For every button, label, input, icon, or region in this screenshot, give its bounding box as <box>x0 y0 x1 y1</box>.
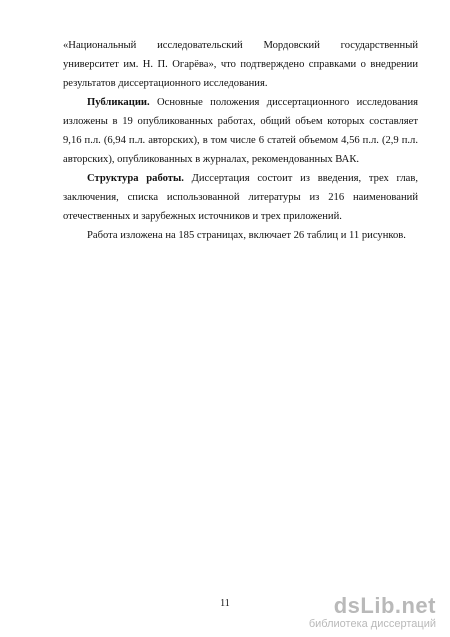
paragraph-text: «Национальный исследовательский Мордовский государственный университет им. Н. П. Огарёва», что подтверждено справками о внедрении результатов диссертационного исследования. <box>63 40 418 89</box>
paragraph-publications <box>63 93 418 169</box>
paragraph-continuation <box>63 36 418 93</box>
paragraph-heading: Структура работы. <box>87 173 184 184</box>
paragraph-volume <box>63 226 418 245</box>
watermark-logo: dsLib.net <box>333 593 436 618</box>
paragraph-text: Работа изложена на 185 страницах, включает 26 таблиц и 11 рисунков. <box>87 230 406 241</box>
page-number: 11 <box>220 598 230 609</box>
document-body <box>63 36 418 245</box>
paragraph-text: Диссертация состоит из введения, трех глав, заключения, списка использованной литературы из 216 наименований отечественных и зарубежных источников и трех приложений. <box>63 173 418 222</box>
paragraph-heading: Публикации. <box>87 97 150 108</box>
watermark-subtitle: библиотека диссертаций <box>308 618 436 630</box>
paragraph-text: Основные положения диссертационного исследования изложены в 19 опубликованных работах, общий объем которых составляет 9,16 п.л. (6,94 п.л. авторских), в том числе 6 статей объемом 4,56 п.л. (2,9 п.л. авторских), опубликованных в журналах, рекомендованных ВАК. <box>63 97 418 165</box>
watermark <box>309 595 436 631</box>
paragraph-structure <box>63 169 418 226</box>
